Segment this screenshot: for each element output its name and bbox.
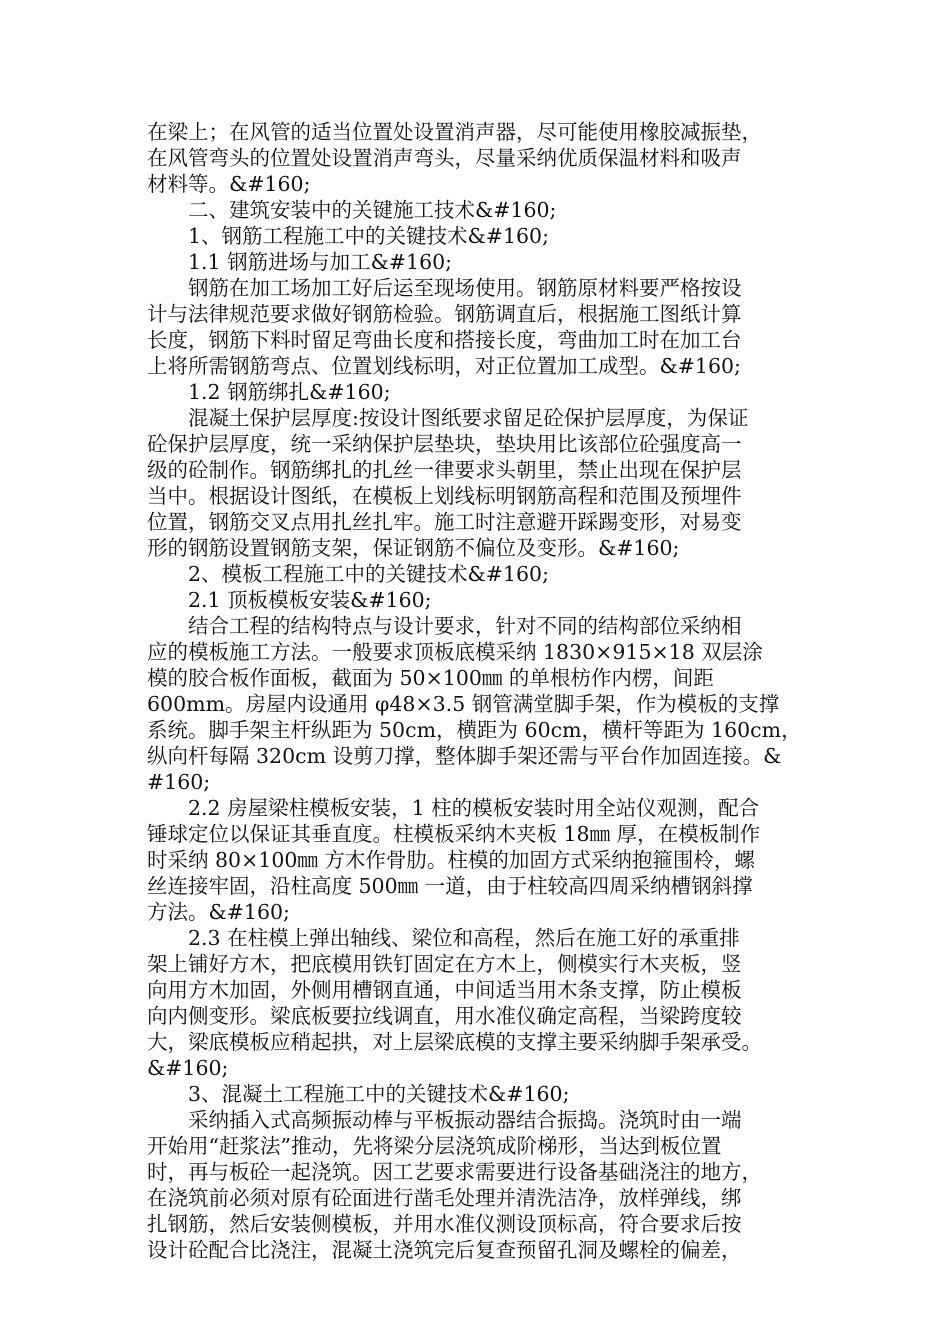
text-line: &#160; [147,1056,229,1080]
text-line: 扎钢筋，然后安装侧模板，并用水准仪测设顶标高，符合要求后按 [147,1212,742,1236]
text-line: 锤球定位以保证其垂直度。柱模板采纳木夹板 18㎜ 厚，在模板制作 [147,822,761,846]
text-line: 位置，钢筋交叉点用扎丝扎牢。施工时注意避开踩踢变形，对易变 [147,510,742,534]
text-line: 当中。根据设计图纸，在模板上划线标明钢筋高程和范围及预埋件 [147,484,742,508]
text-line: 丝连接牢固，沿柱高度 500㎜ 一道，由于柱较高四周采纳槽钢斜撑 [147,874,753,898]
text-line: 结合工程的结构特点与设计要求，针对不同的结构部位采纳相 [188,614,742,638]
text-line: 二、建筑安装中的关键施工技术&#160; [188,198,557,222]
text-line: 纵向杆每隔 320cm 设剪刀撑，整体脚手架还需与平台作加固连接。& [147,744,782,768]
text-line: #160; [147,770,211,794]
text-line: 混凝土保护层厚度:按设计图纸要求留足砼保护层厚度，为保证 [188,406,749,430]
text-line: 2.2 房屋梁柱模板安装，1 柱的模板安装时用全站仪观测，配合 [188,796,760,820]
document-body [147,119,813,1263]
text-line: 级的砼制作。钢筋绑扎的扎丝一律要求头朝里，禁止出现在保护层 [147,458,742,482]
text-line: 大，梁底模板应稍起拱，对上层梁底模的支撑主要采纳脚手架承受。 [147,1030,762,1054]
text-line: 向用方木加固，外侧用槽钢直通，中间适当用木条支撑，防止模板 [147,978,742,1002]
text-line: 方法。&#160; [147,900,290,924]
text-line: 1、钢筋工程施工中的关键技术&#160; [188,224,550,248]
text-line: 2.1 顶板模板安装&#160; [188,588,432,612]
text-line: 时采纳 80×100㎜ 方木作骨肋。柱模的加固方式采纳抱箍围柃，螺 [147,848,755,872]
text-line: 在浇筑前必须对原有砼面进行凿毛处理并清洗洁净，放样弹线，绑 [147,1186,742,1210]
text-line: 材料等。&#160; [147,172,311,196]
text-line: 开始用“赶浆法”推动，先将梁分层浇筑成阶梯形，当达到板位置 [147,1134,722,1158]
text-line: 在风管弯头的位置处设置消声弯头，尽量采纳优质保温材料和吸声 [147,146,742,170]
text-line: 3、混凝土工程施工中的关键技术&#160; [188,1082,570,1106]
text-line: 架上铺好方木，把底模用铁钉固定在方木上，侧模实行木夹板，竖 [147,952,742,976]
text-line: 1.2 钢筋绑扎&#160; [188,380,391,404]
text-line: 1.1 钢筋进场与加工&#160; [188,250,453,274]
text-line: 2.3 在柱模上弹出轴线、梁位和高程，然后在施工好的承重排 [188,926,740,950]
text-line: 形的钢筋设置钢筋支架，保证钢筋不偏位及变形。&#160; [147,536,680,560]
text-line: 钢筋在加工场加工好后运至现场使用。钢筋原材料要严格按设 [188,276,742,300]
text-line: 系统。脚手架主杆纵距为 50cm，横距为 60cm，横杆等距为 160cm， [147,718,802,742]
text-line: 计与法律规范要求做好钢筋检验。钢筋调直后，根据施工图纸计算 [147,302,742,326]
text-line: 2、模板工程施工中的关键技术&#160; [188,562,550,586]
text-line: 设计砼配合比浇注，混凝土浇筑完后复查预留孔洞及螺栓的偏差， [147,1238,742,1262]
text-line: 在梁上；在风管的适当位置处设置消声器，尽可能使用橡胶减振垫， [147,120,762,144]
text-line: 采纳插入式高频振动棒与平板振动器结合振捣。浇筑时由一端 [188,1108,742,1132]
text-line: 砼保护层厚度，统一采纳保护层垫块，垫块用比该部位砼强度高一 [147,432,742,456]
text-line: 上将所需钢筋弯点、位置划线标明，对正位置加工成型。&#160; [147,354,741,378]
text-line: 长度，钢筋下料时留足弯曲长度和搭接长度，弯曲加工时在加工台 [147,328,742,352]
text-line: 向内侧变形。梁底板要拉线调直，用水准仪确定高程，当梁跨度较 [147,1004,742,1028]
text-line: 应的模板施工方法。一般要求顶板底模采纳 1830×915×18 双层涂 [147,640,763,664]
text-line: 模的胶合板作面板，截面为 50×100㎜ 的单根枋作内楞，间距 [147,666,714,690]
text-line: 时，再与板砼一起浇筑。因工艺要求需要进行设备基础浇注的地方， [147,1160,762,1184]
text-line: 600mm。房屋内设通用 φ48×3.5 钢管满堂脚手架，作为模板的支撑 [147,692,780,716]
